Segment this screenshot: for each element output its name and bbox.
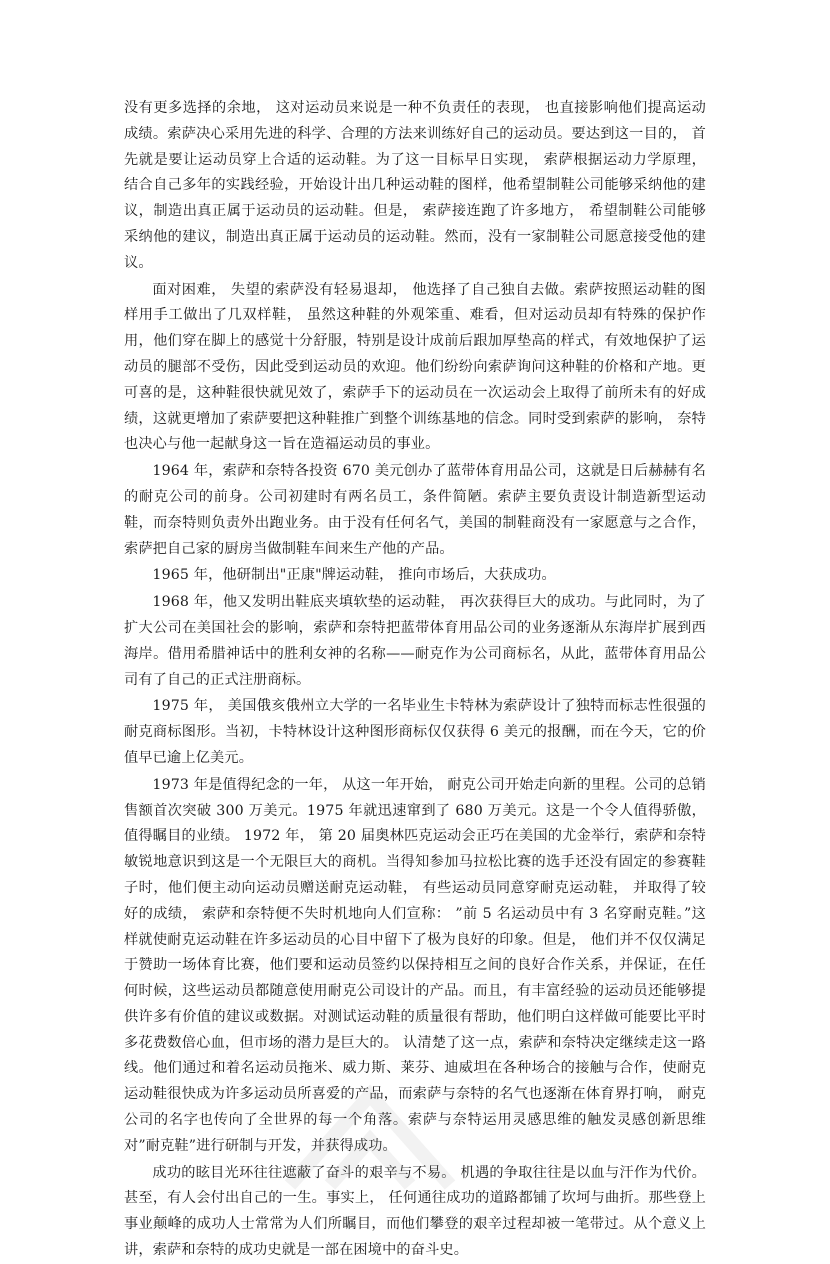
paragraph-1: 没有更多选择的余地， 这对运动员来说是一种不负责任的表现， 也直接影响他们提高运动成绩。索萨决心采用先进的科学、合理的方法来训练好自己的运动员。要达到这一目的， 首先就是要让运动员穿上合适的运动鞋。为了这一目标早日实现， 索萨根据运动力学原理， 结合自己多年的实践经验，开始设计出几种运动鞋的图样，他希望制鞋公司能够采纳他的建议，制造出真正属于运动员的运动鞋。但是， 索萨接连跑了许多地方， 希望制鞋公司能够采纳他的建议，制造出真正属于运动员的运动鞋。然而，没有一家制鞋公司愿意接受他的建议。	[124, 100, 706, 271]
paragraph-7: 1973 年是值得纪念的一年， 从这一年开始， 耐克公司开始走向新的里程。公司的总销售额首次突破 300 万美元。1975 年就迅速窜到了 680 万美元。这是一个令人值得骄傲，值得瞩目的业绩。 1972 年， 第 20 届奥林匹克运动会正巧在美国的尤金举行，索萨和奈特敏锐地意识到这是一个无限巨大的商机。当得知参加马拉松比赛的选手还没有固定的参赛鞋子时，他们便主动向运动员赠送耐克运动鞋， 有些运动员同意穿耐克运动鞋， 并取得了较好的成绩， 索萨和奈特便不失时机地向人们宣称： ”前 5 名运动员中有 3 名穿耐克鞋。”这样就使耐克运动鞋在许多运动员的心目中留下了极为良好的印象。但是， 他们并不仅仅满足于赞助一场体育比赛，他们要和运动员签约以保持相互之间的良好合作关系，并保证，在任何时候，这些运动员都随意使用耐克公司设计的产品。而且，有丰富经验的运动员还能够提供许多有价值的建议或数据。对测试运动鞋的质量很有帮助，他们明白这样做可能要比平时多花费数倍心血，但市场的潜力是巨大的。 认清楚了这一点，索萨和奈特决定继续走这一路线。他们通过和着名运动员拖米、威力斯、莱芬、迪威坦在各种场合的接触与合作，使耐克运动鞋很快成为许多运动员所喜爱的产品，而索萨与奈特的名气也逐渐在体育界打响， 耐克公司的名字也传向了全世界的每一个角落。索萨与奈特运用灵感思维的触发灵感创新思维对”耐克鞋”进行研制与开发，并获得成功。	[124, 776, 706, 1154]
paragraph-2: 面对困难， 失望的索萨没有轻易退却， 他选择了自己独自去做。索萨按照运动鞋的图样用手工做出了几双样鞋， 虽然这种鞋的外观笨重、难看，但对运动员却有特殊的保护作用，他们穿在脚上的感觉十分舒服，特别是设计成前后跟加厚垫高的样式，有效地保护了运动员的腿部不受伤，因此受到运动员的欢迎。他们纷纷向索萨询问这种鞋的价格和产地。更可喜的是，这种鞋很快就见效了，索萨手下的运动员在一次运动会上取得了前所未有的好成绩，这就更增加了索萨要把这种鞋推广到整个训练基地的信念。同时受到索萨的影响， 奈特也决心与他一起献身这一旨在造福运动员的事业。	[124, 281, 706, 453]
paragraph-3: 1964 年，索萨和奈特各投资 670 美元创办了蓝带体育用品公司，这就是日后赫赫有名的耐克公司的前身。公司初建时有两名员工，条件简陋。索萨主要负责设计制造新型运动鞋，而奈特则负责外出跑业务。由于没有任何名气，美国的制鞋商没有一家愿意与之合作，索萨把自己家的厨房当做制鞋车间来生产他的产品。	[124, 463, 706, 557]
paragraph-8: 成功的眩目光环往往遮蔽了奋斗的艰辛与不易。 机遇的争取往往是以血与汗作为代价。甚至，有人会付出自己的一生。事实上， 任何通往成功的道路都铺了坎坷与曲折。那些登上事业颠峰的成功人士常常为人们所瞩目，而他们攀登的艰辛过程却被一笔带过。从个意义上讲，索萨和奈特的成功史就是一部在困境中的奋斗史。	[124, 1164, 706, 1259]
paragraph-4: 1965 年，他研制出"正康"牌运动鞋， 推向市场后，大获成功。	[152, 567, 556, 584]
watermark-icon	[270, 1055, 470, 1195]
paragraph-5: 1968 年，他又发明出鞋底夹填软垫的运动鞋， 再次获得巨大的成功。与此同时，为了扩大公司在美国社会的影响，索萨和奈特把蓝带体育用品公司的业务逐渐从东海岸扩展到西海岸。借用希腊神话中的胜利女神的名称——耐克作为公司商标名，从此，蓝带体育用品公司有了自己的正式注册商标。	[124, 594, 706, 688]
paragraph-6: 1975 年， 美国俄亥俄州立大学的一名毕业生卡特林为索萨设计了独特而标志性很强的耐克商标图形。当初，卡特林设计这种图形商标仅仅获得 6 美元的报酬，而在今天，它的价值早已逾上亿美元。	[124, 698, 706, 766]
